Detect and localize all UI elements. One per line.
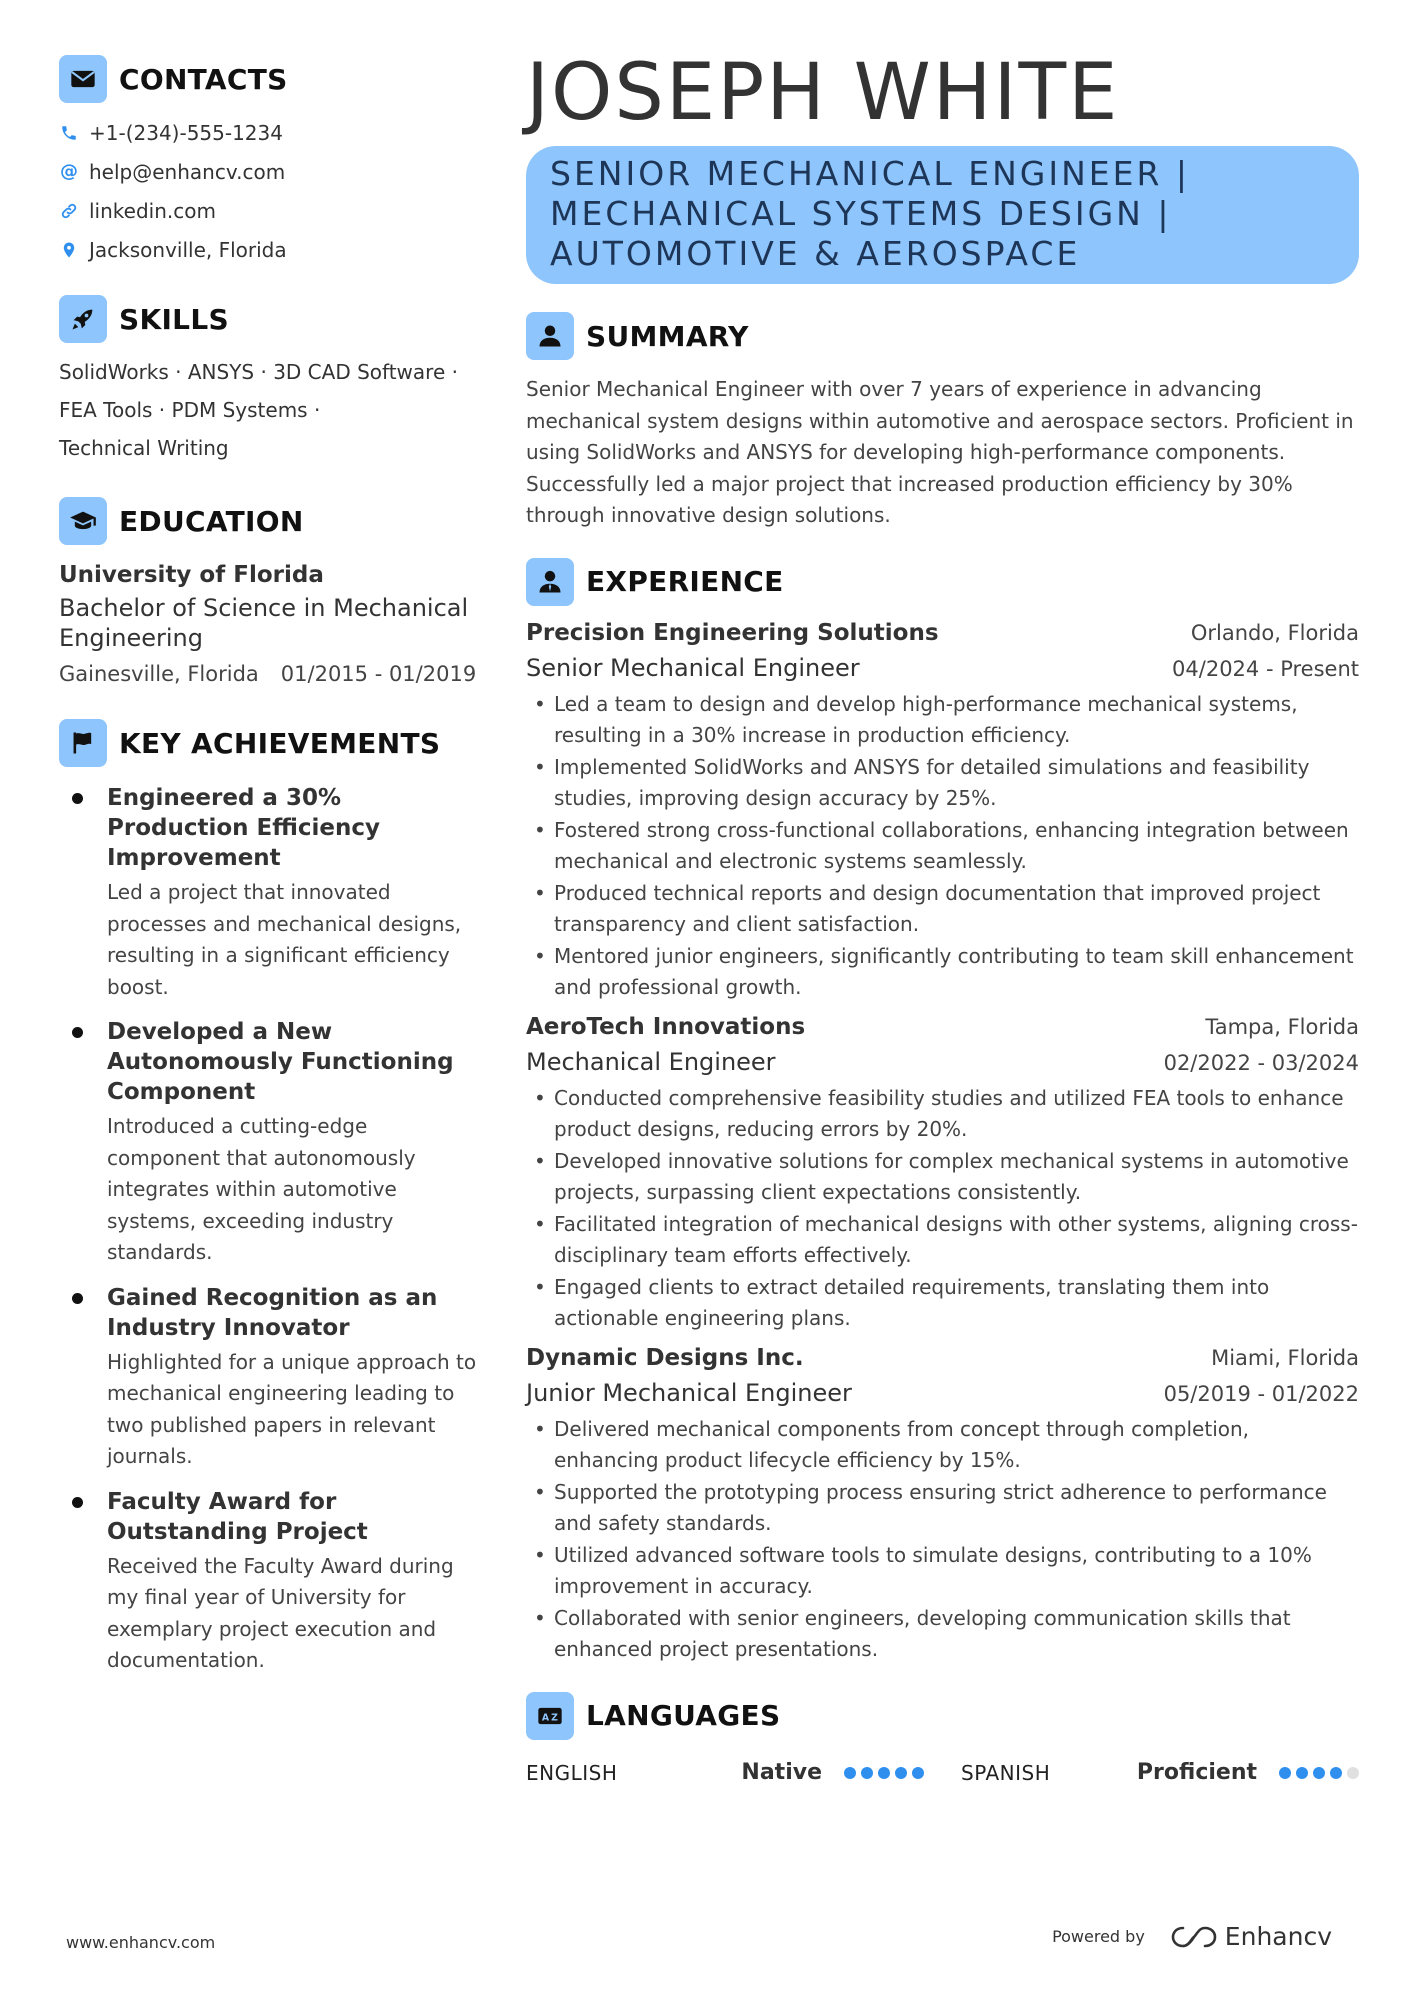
languages-section-header <box>526 1692 1359 1740</box>
phone-text: +1-(234)-555-1234 <box>89 120 283 145</box>
achievement-item <box>59 1487 479 1677</box>
job-location: Tampa, Florida <box>1205 1014 1359 1039</box>
achievement-description: Highlighted for a unique approach to mechanical engineering leading to two published papers in relevant journals. <box>107 1349 477 1468</box>
job-dates: 04/2024 - Present <box>1172 656 1359 681</box>
language-item <box>526 1760 924 1785</box>
job-bullet: • Implemented SolidWorks and ANSYS for detailed simulations and feasibility studies, improving design accuracy by 25%. <box>526 752 1359 815</box>
languages-title: LANGUAGES <box>586 1699 781 1732</box>
headline-line-1: SENIOR MECHANICAL ENGINEER | <box>550 154 1191 193</box>
skills-line-2: FEA Tools · PDM Systems · <box>59 398 321 422</box>
job-bullet: • Conducted comprehensive feasibility studies and utilized FEA tools to enhance product designs, reducing errors by 20%. <box>526 1083 1359 1146</box>
language-item <box>961 1760 1359 1785</box>
job-role: Junior Mechanical Engineer <box>526 1378 852 1407</box>
svg-text:A: A <box>541 1712 550 1724</box>
skills-line-3: Technical Writing <box>59 436 229 460</box>
experience-list <box>526 616 1359 1666</box>
job-location: Miami, Florida <box>1211 1345 1359 1370</box>
education-meta <box>59 659 479 689</box>
contacts-title: CONTACTS <box>119 62 288 96</box>
achievement-title: Faculty Award for Outstanding Project <box>107 1488 368 1545</box>
summary-section-header <box>526 312 1359 360</box>
achievement-title: Gained Recognition as an Industry Innovator <box>107 1284 438 1341</box>
flag-icon <box>59 719 107 767</box>
email-text: help@enhancv.com <box>89 159 286 184</box>
footer-website[interactable]: www.enhancv.com <box>66 1933 216 1952</box>
user-icon <box>526 312 574 360</box>
experience-title: EXPERIENCE <box>586 565 784 598</box>
skills-section-header <box>59 295 479 343</box>
contact-email[interactable] <box>59 152 479 191</box>
right-column <box>526 48 1359 1790</box>
achievement-description: Led a project that innovated processes and mechanical designs, resulting in a significant efficiency boost. <box>107 880 462 999</box>
job-location: Orlando, Florida <box>1190 620 1359 645</box>
language-level-wrap <box>1137 1760 1359 1785</box>
language-name: SPANISH <box>961 1760 1051 1785</box>
job-company: Dynamic Designs Inc. <box>526 1344 804 1371</box>
level-dot-filled <box>844 1767 856 1779</box>
job-bullet: • Developed innovative solutions for complex mechanical systems in automotive projects, surpassing client expectations consistently. <box>526 1146 1359 1209</box>
education-entry <box>59 559 479 689</box>
language-level: Native <box>741 1760 822 1785</box>
svg-text:Z: Z <box>551 1712 558 1724</box>
contact-linkedin[interactable] <box>59 191 479 230</box>
powered-by-text: Powered by <box>1052 1927 1145 1946</box>
education-dates: 01/2015 - 01/2019 <box>280 662 477 686</box>
level-dot-filled <box>1330 1767 1342 1779</box>
job-bullet: • Mentored junior engineers, significantly contributing to team skill enhancement and professional growth. <box>526 941 1359 1004</box>
job-dates: 05/2019 - 01/2022 <box>1163 1381 1359 1406</box>
achievement-title: Engineered a 30% Production Efficiency Improvement <box>107 785 381 871</box>
skills-list <box>59 353 479 467</box>
job-role-row <box>526 650 1359 687</box>
language-name: ENGLISH <box>526 1760 618 1785</box>
phone-icon <box>59 123 79 143</box>
left-column <box>59 55 479 1691</box>
skills-title: SKILLS <box>119 302 229 336</box>
level-dot-filled <box>1279 1767 1291 1779</box>
job-bullets <box>526 1083 1359 1335</box>
contact-phone[interactable] <box>59 113 479 152</box>
briefcase-user-icon <box>526 558 574 606</box>
education-section-header <box>59 497 479 545</box>
job-entry <box>526 1341 1359 1666</box>
achievement-title: Developed a New Autonomously Functioning Component <box>107 1019 454 1105</box>
location-pin-icon <box>59 240 79 260</box>
rocket-icon <box>59 295 107 343</box>
education-degree: Bachelor of Science in Mechanical Engineering <box>59 594 469 652</box>
level-dot-filled <box>912 1767 924 1779</box>
achievement-description: Introduced a cutting-edge component that autonomously integrates within automotive systems, exceeding industry standards. <box>107 1114 416 1264</box>
job-bullet: • Collaborated with senior engineers, developing communication skills that enhanced project presentations. <box>526 1603 1359 1666</box>
job-header-row <box>526 1010 1359 1044</box>
candidate-name: JOSEPH WHITE <box>526 48 1120 138</box>
bullet-dot <box>72 793 83 804</box>
level-dot-empty <box>1347 1767 1359 1779</box>
job-bullet: • Facilitated integration of mechanical designs with other systems, aligning cross-disciplinary team efforts effectively. <box>526 1209 1359 1272</box>
job-bullet: • Led a team to design and develop high-performance mechanical systems, resulting in a 30% increase in production efficiency. <box>526 689 1359 752</box>
level-dot-filled <box>878 1767 890 1779</box>
education-title: EDUCATION <box>119 504 304 538</box>
level-dot-filled <box>861 1767 873 1779</box>
at-icon: @ <box>60 161 78 182</box>
job-bullet: • Engaged clients to extract detailed requirements, translating them into actionable engineering plans. <box>526 1272 1359 1335</box>
education-school: University of Florida <box>59 562 324 588</box>
linkedin-text: linkedin.com <box>89 198 216 223</box>
level-dot-filled <box>1313 1767 1325 1779</box>
contact-location <box>59 230 479 269</box>
skills-line-1: SolidWorks · ANSYS · 3D CAD Software · <box>59 360 458 384</box>
job-bullets <box>526 1414 1359 1666</box>
job-dates: 02/2022 - 03/2024 <box>1163 1050 1359 1075</box>
summary-text: Senior Mechanical Engineer with over 7 years of experience in advancing mechanical system designs within automotive and aerospace sectors. Proficient in using SolidWorks and ANSYS for developing high-performance components. Successfully led a major project that increased production efficiency by 30% through innovative design solutions. <box>526 377 1354 527</box>
footer-branding <box>1052 1922 1332 1951</box>
brand-name: Enhancv <box>1224 1922 1332 1951</box>
job-header-row <box>526 616 1359 650</box>
graduation-cap-icon <box>59 497 107 545</box>
language-level: Proficient <box>1136 1760 1257 1785</box>
achievement-item <box>59 1017 479 1269</box>
summary-title: SUMMARY <box>586 319 749 353</box>
link-icon <box>59 201 79 221</box>
enhancv-logo[interactable] <box>1171 1922 1332 1951</box>
contacts-section-header <box>59 55 479 103</box>
experience-section-header <box>526 558 1359 606</box>
job-role-row <box>526 1375 1359 1412</box>
enhancv-logo-icon <box>1171 1924 1217 1950</box>
achievements-section-header <box>59 719 479 767</box>
job-entry <box>526 1010 1359 1335</box>
job-bullet: • Produced technical reports and design documentation that improved project transparency and client satisfaction. <box>526 878 1359 941</box>
level-dot-filled <box>895 1767 907 1779</box>
headline-line-3: AUTOMOTIVE & AEROSPACE <box>550 234 1081 273</box>
job-entry <box>526 616 1359 1004</box>
headline-box <box>526 146 1359 284</box>
achievements-list <box>59 783 479 1677</box>
achievement-description: Received the Faculty Award during my final year of University for exemplary project execution and documentation. <box>107 1553 454 1672</box>
job-bullet: • Utilized advanced software tools to simulate designs, contributing to a 10% improvement in accuracy. <box>526 1540 1359 1603</box>
languages-row <box>526 1756 1359 1790</box>
job-bullets <box>526 689 1359 1004</box>
language-dots <box>844 1767 924 1779</box>
achievements-title: KEY ACHIEVEMENTS <box>119 726 441 760</box>
job-bullet: • Fostered strong cross-functional collaborations, enhancing integration between mechanical and electronic systems seamlessly. <box>526 815 1359 878</box>
job-bullet: • Supported the prototyping process ensuring strict adherence to performance and safety standards. <box>526 1477 1359 1540</box>
bullet-dot <box>72 1027 83 1038</box>
job-role: Mechanical Engineer <box>526 1047 776 1076</box>
bullet-dot <box>72 1497 83 1508</box>
level-dot-filled <box>1296 1767 1308 1779</box>
envelope-icon <box>59 55 107 103</box>
language-dots <box>1279 1767 1359 1779</box>
job-role-row <box>526 1044 1359 1081</box>
education-location: Gainesville, Florida <box>59 662 259 686</box>
achievement-item <box>59 783 479 1003</box>
headline-line-2: MECHANICAL SYSTEMS DESIGN | <box>550 194 1172 233</box>
bullet-dot <box>72 1293 83 1304</box>
contacts-list <box>59 113 479 269</box>
job-company: AeroTech Innovations <box>526 1013 806 1040</box>
translate-icon <box>526 1692 574 1740</box>
job-bullet: • Delivered mechanical components from concept through completion, enhancing product lifecycle efficiency by 15%. <box>526 1414 1359 1477</box>
language-level-wrap <box>741 1760 924 1785</box>
job-company: Precision Engineering Solutions <box>526 619 939 646</box>
job-header-row <box>526 1341 1359 1375</box>
achievement-item <box>59 1283 479 1473</box>
location-text: Jacksonville, Florida <box>89 237 287 262</box>
job-role: Senior Mechanical Engineer <box>526 653 860 682</box>
